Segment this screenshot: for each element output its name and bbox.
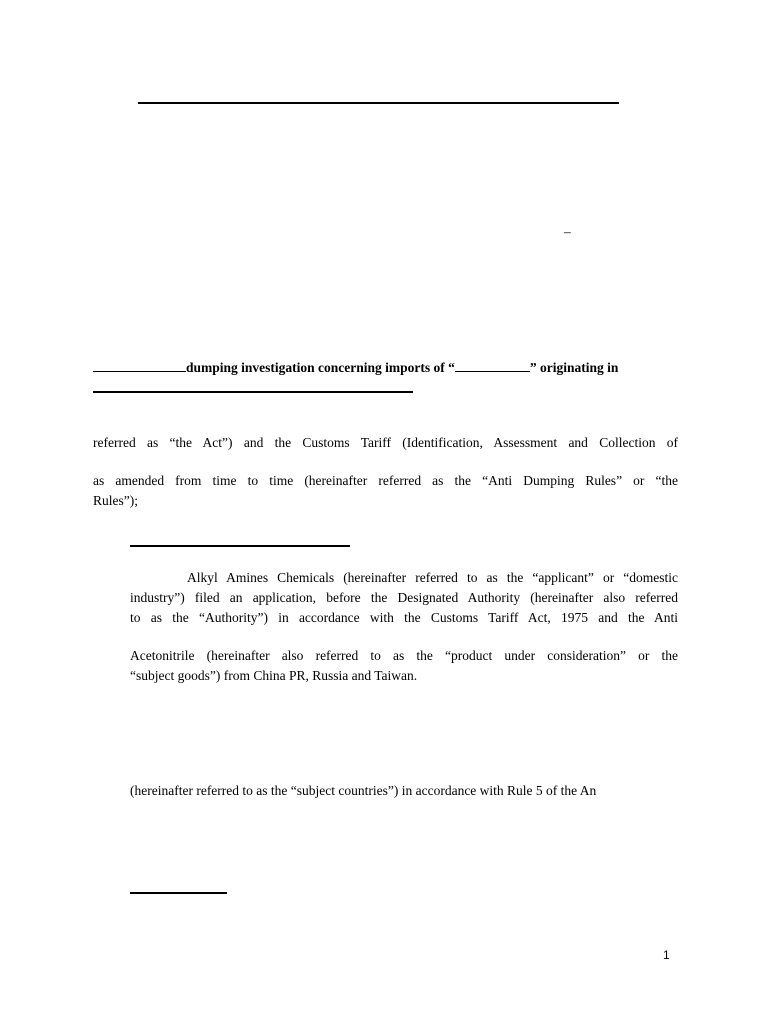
- small-dash: –: [564, 224, 571, 239]
- paragraph-act: [93, 433, 678, 453]
- heading-text-1: dumping investigation concerning imports of “: [186, 360, 455, 375]
- paragraph-rules-line-1: as amended from time to time (hereinafter referred as the “Anti Dumping Rules” or “the: [93, 473, 678, 488]
- heading-blank-1: [93, 357, 186, 372]
- section-underline: [130, 545, 350, 547]
- paragraph-application-line-1: Alkyl Amines Chemicals (hereinafter referred to as the “applicant” or “domestic: [187, 570, 678, 585]
- page-number: 1: [663, 948, 670, 962]
- bottom-underline: [130, 892, 227, 894]
- paragraph-act-line: referred as “the Act”) and the Customs Tariff (Identification, Assessment and Collection of: [93, 435, 678, 450]
- paragraph-application-line-3: to as the “Authority”) in accordance with the Customs Tariff Act, 1975 and the Anti: [130, 610, 678, 625]
- paragraph-product-line-2: “subject goods”) from China PR, Russia and Taiwan.: [130, 668, 418, 683]
- paragraph-product-line-1: Acetonitrile (hereinafter also referred to as the “product under consideration” or the: [130, 648, 678, 663]
- paragraph-rules-line-2: Rules”);: [93, 493, 138, 508]
- investigation-heading: [93, 357, 678, 377]
- heading-text-2: ” originating in: [529, 360, 619, 375]
- title-underline: [138, 102, 619, 104]
- heading-blank-2: [455, 357, 530, 372]
- heading-underline: [93, 391, 413, 393]
- paragraph-product: [130, 646, 678, 686]
- paragraph-countries: (hereinafter referred to as the “subject countries”) in accordance with Rule 5 of the An: [130, 783, 597, 798]
- paragraph-rules: [93, 471, 678, 511]
- paragraph-application: [130, 568, 678, 628]
- paragraph-application-line-2: industry”) filed an application, before the Designated Authority (hereinafter also referred: [130, 590, 678, 605]
